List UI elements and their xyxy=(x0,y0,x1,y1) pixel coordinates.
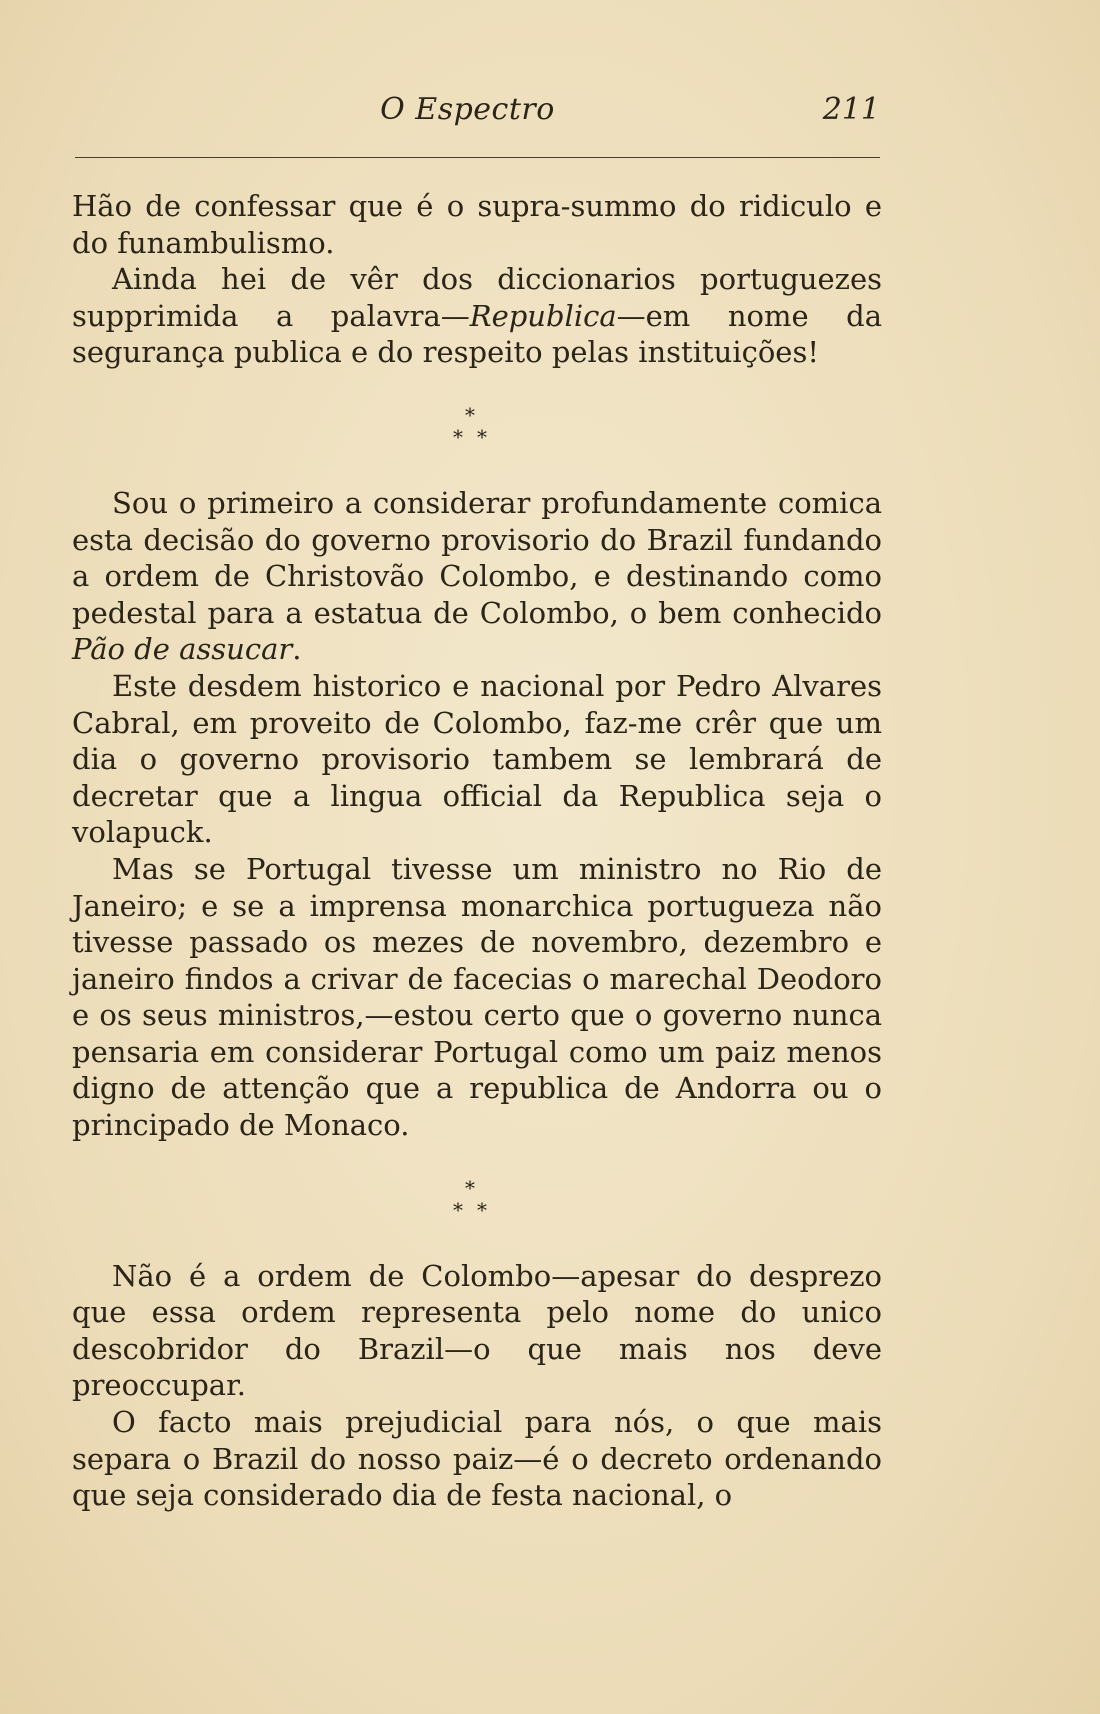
page-number: 211 xyxy=(822,92,880,127)
asterism-separator-1 xyxy=(72,371,882,485)
asterism-1-bottom: ** xyxy=(453,424,501,449)
paragraph-7: O facto mais prejudicial para nós, o que mais separa o Brazil do nosso paiz—é o decreto ordenando que seja considerado dia de festa nacional, o xyxy=(72,1405,882,1513)
paragraph-4: Este desdem historico e nacional por Pedro Alvares Cabral, em proveito de Colombo, faz-me crêr que um dia o governo provisorio tambem se lembrará de decretar que a lingua official da Republica seja o volapuck. xyxy=(72,668,882,850)
italic-phrase-pao-de-assucar: Pão de assucar xyxy=(72,632,293,667)
paragraph-1: Hão de confessar que é o supra-summo do ridiculo e do funambulismo. xyxy=(72,189,882,260)
paragraph-5: Mas se Portugal tivesse um ministro no Rio de Janeiro; e se a imprensa monarchica portugueza não tivesse passado os mezes de novembro, dezembro e janeiro findos a crivar de facecias o marechal Deodoro e os seus ministros,—estou certo que o governo nunca pensaria em considerar Portugal como um paiz menos digno de attenção que a republica de Andorra ou o principado de Monaco. xyxy=(72,851,882,1143)
asterism-1-top: * xyxy=(465,402,489,427)
asterism-separator-2 xyxy=(72,1144,882,1258)
paragraph-2-after: —em nome da segurança publica e do respeito pelas instituições! xyxy=(72,298,882,370)
paragraph-3-after: . xyxy=(292,632,302,667)
paragraph-2 xyxy=(72,261,882,371)
paragraph-3 xyxy=(72,485,882,668)
asterism-2-bottom: ** xyxy=(453,1197,501,1222)
asterism-2-top: * xyxy=(465,1175,489,1200)
header-rule xyxy=(75,157,880,158)
italic-word-republica: Republica xyxy=(469,298,617,333)
paragraph-3-before: Sou o primeiro a considerar profundamente comica esta decisão do governo provisorio do Brazil fundando a ordem de Christovão Colombo, e destinando como pedestal para a estatua de Colombo, o bem conhecido xyxy=(72,485,882,630)
running-title: O Espectro xyxy=(380,92,555,127)
running-head xyxy=(75,92,880,142)
paragraph-2-before: Ainda hei de vêr dos diccionarios portuguezes supprimida a palavra— xyxy=(72,262,882,333)
paragraph-6: Não é a ordem de Colombo—apesar do desprezo que essa ordem representa pelo nome do unico descobridor do Brazil—o que mais nos deve preoccupar. xyxy=(72,1258,882,1403)
body-text xyxy=(72,188,882,1514)
